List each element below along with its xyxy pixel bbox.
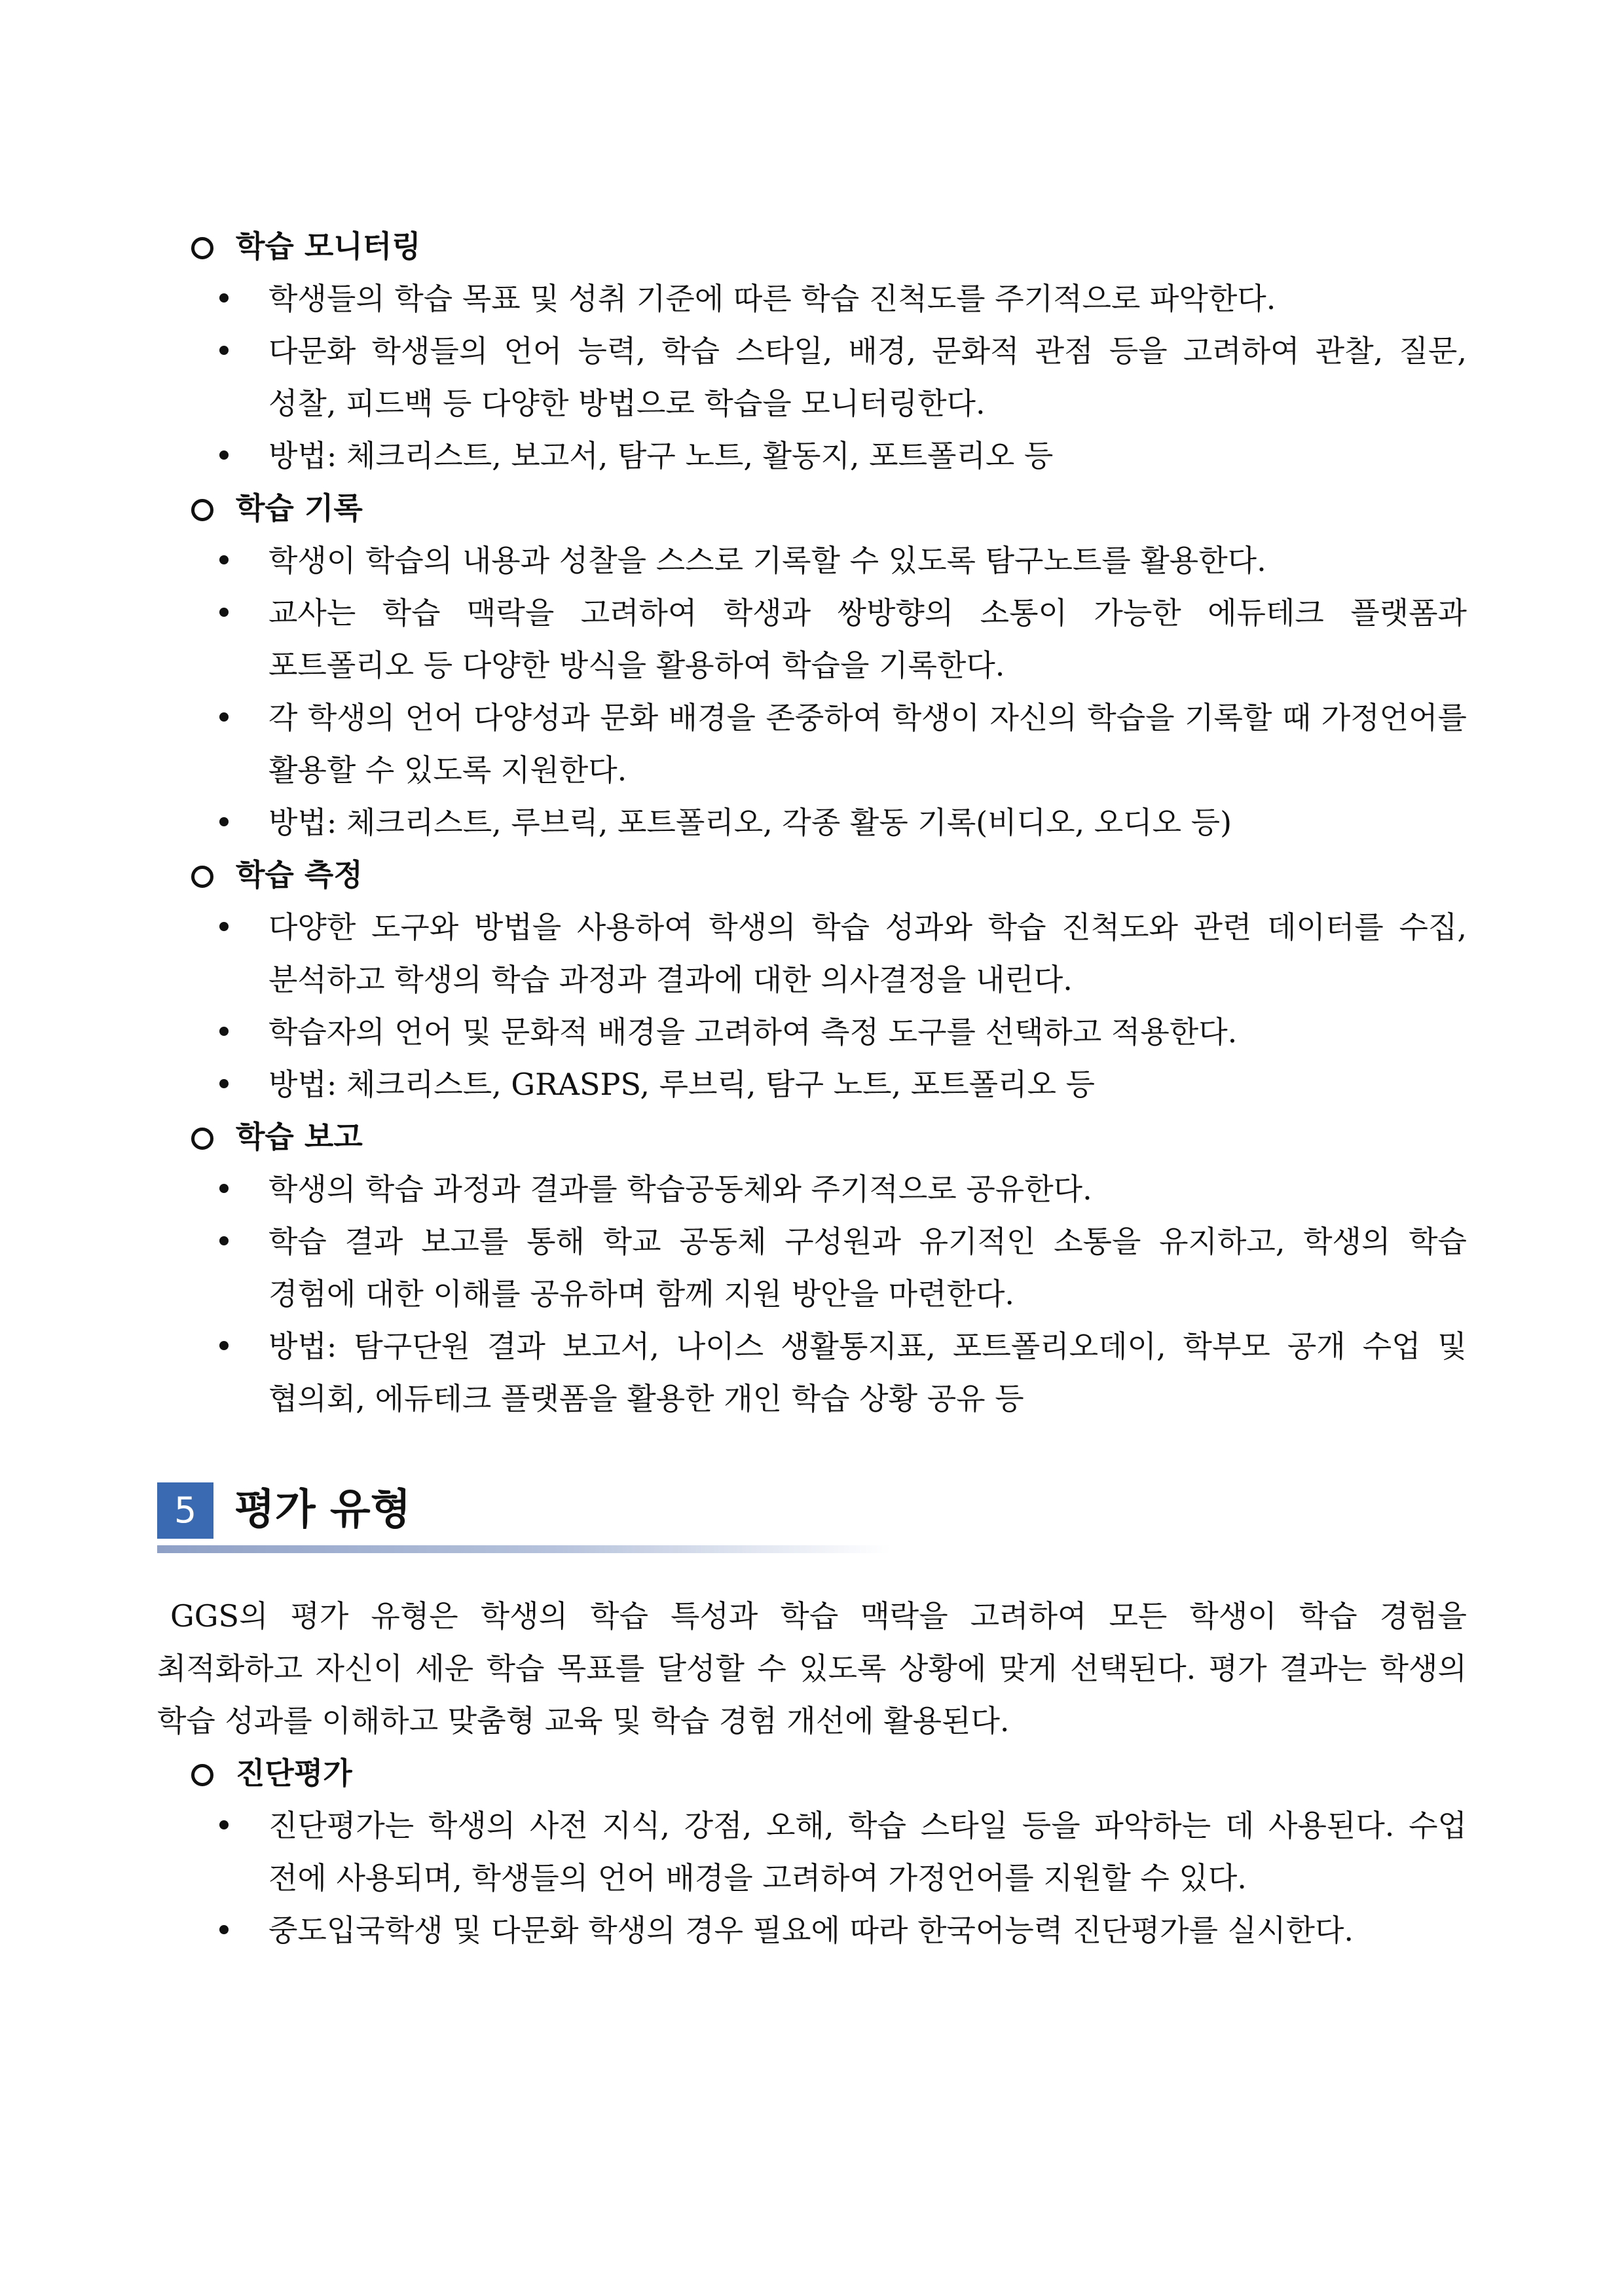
list-item — [157, 587, 1467, 691]
list-item — [157, 1163, 1467, 1215]
list-item-text: 학생의 학습 과정과 결과를 학습공동체와 주기적으로 공유한다. — [268, 1171, 1092, 1207]
list-item — [157, 430, 1467, 482]
bullet-icon — [219, 1027, 229, 1036]
subheading-label: 학습 측정 — [236, 857, 363, 892]
list-item-text: 중도입국학생 및 다문화 학생의 경우 필요에 따라 한국어능력 진단평가를 실시한다. — [268, 1913, 1354, 1948]
bullet-icon — [219, 922, 229, 931]
list-item — [157, 691, 1467, 796]
bullet-icon — [219, 346, 229, 355]
bullet-icon — [219, 555, 229, 564]
list-item — [157, 1799, 1467, 1904]
subheading-learning-report — [157, 1111, 1467, 1163]
subheading-learning-record — [157, 482, 1467, 534]
list-item — [157, 1215, 1467, 1320]
list-item-text: 각 학생의 언어 다양성과 문화 배경을 존중하여 학생이 자신의 학습을 기록할 때 가정언어를 활용할 수 있도록 지원한다. — [268, 700, 1467, 788]
list-item-text: 학생들의 학습 목표 및 성취 기준에 따른 학습 진척도를 주기적으로 파악한다. — [268, 281, 1276, 316]
list-item — [157, 1904, 1467, 1956]
assessment-process-list — [157, 220, 1467, 1425]
list-item-text: 학습자의 언어 및 문화적 배경을 고려하여 측정 도구를 선택하고 적용한다. — [268, 1014, 1238, 1050]
bullet-icon — [219, 1925, 229, 1934]
list-item-text: 교사는 학습 맥락을 고려하여 학생과 쌍방향의 소통이 가능한 에듀테크 플랫폼과 포트폴리오 등 다양한 방식을 활용하여 학습을 기록한다. — [268, 595, 1467, 683]
list-item — [157, 1058, 1467, 1111]
subheading-label: 학습 보고 — [236, 1119, 363, 1154]
subheading-label: 진단평가 — [236, 1755, 352, 1791]
hollow-circle-icon — [191, 237, 213, 259]
list-item-text: 방법: 탐구단원 결과 보고서, 나이스 생활통지표, 포트폴리오데이, 학부모 공개 수업 및 협의회, 에듀테크 플랫폼을 활용한 개인 학습 상황 공유 등 — [268, 1329, 1467, 1416]
bullet-icon — [219, 1236, 229, 1245]
list-item-text: 학습 결과 보고를 통해 학교 공동체 구성원과 유기적인 소통을 유지하고, 학생의 학습 경험에 대한 이해를 공유하며 함께 지원 방안을 마련한다. — [268, 1224, 1467, 1312]
hollow-circle-icon — [191, 866, 213, 888]
bullet-icon — [219, 1184, 229, 1193]
bullet-icon — [219, 1341, 229, 1350]
bullet-icon — [219, 712, 229, 722]
section-title: 평가 유형 — [234, 1486, 411, 1534]
intro-paragraph: GGS의 평가 유형은 학생의 학습 특성과 학습 맥락을 고려하여 모든 학생이 학습 경험을 최적화하고 자신이 세운 학습 목표를 달성할 수 있도록 상황에 맞게 선택된다. 평가 결과는 학생의 학습 성과를 이해하고 맞춤형 교육 및 학습 경험 개선에 활용된다. — [157, 1598, 1467, 1738]
hollow-circle-icon — [191, 499, 213, 521]
list-item — [157, 325, 1467, 430]
hollow-circle-icon — [191, 1128, 213, 1150]
subheading-learning-monitoring — [157, 220, 1467, 272]
list-item — [157, 534, 1467, 587]
bullet-icon — [219, 608, 229, 617]
section-body — [157, 1590, 1467, 1956]
section-number-badge: 5 — [157, 1482, 213, 1539]
section-gradient-rule — [157, 1545, 891, 1553]
bullet-icon — [219, 1079, 229, 1088]
list-item — [157, 1006, 1467, 1058]
list-item-text: 방법: 체크리스트, 보고서, 탐구 노트, 활동지, 포트폴리오 등 — [268, 438, 1054, 473]
list-item-text: 다문화 학생들의 언어 능력, 학습 스타일, 배경, 문화적 관점 등을 고려하여 관찰, 질문, 성찰, 피드백 등 다양한 방법으로 학습을 모니터링한다. — [268, 333, 1467, 421]
hollow-circle-icon — [191, 1764, 213, 1786]
bullet-icon — [219, 1820, 229, 1829]
list-item-text: 다양한 도구와 방법을 사용하여 학생의 학습 성과와 학습 진척도와 관련 데이터를 수집, 분석하고 학생의 학습 과정과 결과에 대한 의사결정을 내린다. — [268, 909, 1467, 997]
section-header — [157, 1472, 891, 1551]
list-item — [157, 272, 1467, 325]
list-item-text: 방법: 체크리스트, 루브릭, 포트폴리오, 각종 활동 기록(비디오, 오디오 등) — [268, 805, 1232, 840]
list-item-text: 방법: 체크리스트, GRASPS, 루브릭, 탐구 노트, 포트폴리오 등 — [268, 1067, 1095, 1102]
list-item-text: 진단평가는 학생의 사전 지식, 강점, 오해, 학습 스타일 등을 파악하는 데 사용된다. 수업 전에 사용되며, 학생들의 언어 배경을 고려하여 가정언어를 지원할 수 있다. — [268, 1808, 1467, 1896]
list-item — [157, 1320, 1467, 1425]
subheading-label: 학습 모니터링 — [236, 229, 421, 264]
subheading-learning-measurement — [157, 849, 1467, 901]
bullet-icon — [219, 450, 229, 460]
list-item — [157, 796, 1467, 849]
list-item-text: 학생이 학습의 내용과 성찰을 스스로 기록할 수 있도록 탐구노트를 활용한다. — [268, 543, 1266, 578]
bullet-icon — [219, 817, 229, 826]
subheading-diagnostic-assessment — [157, 1747, 1467, 1799]
bullet-icon — [219, 293, 229, 303]
subheading-label: 학습 기록 — [236, 490, 363, 526]
list-item — [157, 901, 1467, 1006]
